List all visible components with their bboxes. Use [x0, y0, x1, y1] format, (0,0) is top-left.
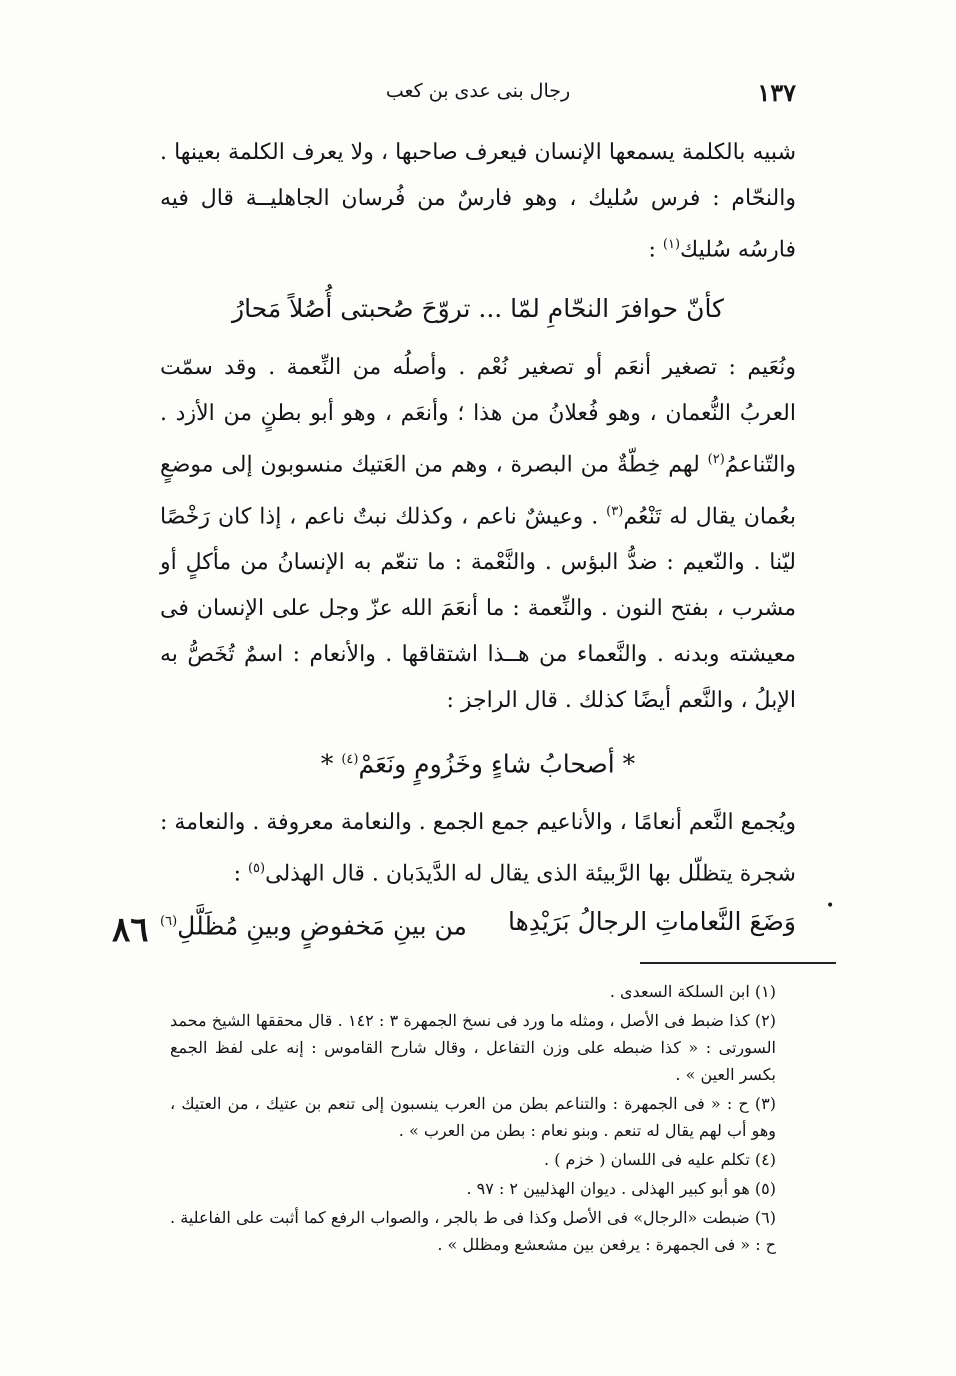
paragraph-3: [160, 800, 796, 897]
footnote-rule: [640, 962, 836, 964]
footnote-ref-4: (٤): [341, 751, 359, 767]
paragraph-1: [160, 130, 796, 273]
verse-2-end: *: [320, 749, 342, 779]
verse-3: [160, 898, 796, 950]
margin-number: ٨٦: [112, 910, 149, 950]
paragraph-2b-text: لهم خِطّةٌ من البصرة ، وهم من العَتيك منسوبون إلى موضعٍ بعُمان يقال له تَنْعُم: [160, 452, 797, 529]
verse-1: كأنّ حوافرَ النحّامِ لمّا ... تروّحَ صُحبتى أُصُلاً مَحارُ: [232, 294, 724, 324]
footnote-6: (٦) ضبطت «الرجال» فى الأصل وكذا فى ط بالجر ، والصواب الرفع كما أثبت على الفاعلية . ح : « فى الجمهرة : يرفعن بين مشعشع ومظلل » .: [170, 1208, 776, 1254]
footnote-ref-3: (٣): [606, 503, 624, 519]
footnote-ref-2: (٢): [707, 452, 725, 468]
footnote-4: (٤) تكلم عليه فى اللسان ( خزم ) .: [544, 1150, 776, 1169]
margin-dot: •: [826, 898, 835, 914]
verse-2: [160, 736, 796, 788]
footnote-2: (٢) كذا ضبط فى الأصل ، ومثله ما ورد فى نسخ الجمهرة ٣ : ١٤٢ . قال محققها الشيخ محمد السورتى : « كذا ضبطه على وزن التفاعل ، وقال شارح القاموس : إنه على لفظ الجمع بكسر العين » .: [170, 1011, 776, 1084]
footnote-1: (١) ابن السلكة السعدى .: [609, 982, 776, 1001]
page-number: ١٣٧: [757, 78, 796, 107]
page-header: [160, 78, 796, 112]
paragraph-3-text: ويُجمع النَّعم أنعامًا ، والأناعيم جمع الجمع . والنعامة معروفة . والنعامة : شجرة يتظلّل بها الرَّبيئة الذى يقال له الدَّيدَبان . قال الهذلى: [160, 810, 796, 887]
footnote-ref-5: (٥): [247, 861, 266, 877]
verse-3-second-hemistich: [160, 898, 467, 950]
footnote-ref-6: (٦): [160, 913, 178, 929]
running-head: رجال بنى عدى بن كعب: [385, 80, 571, 102]
verse-3-second-text: من بينِ مَخفوضٍ وبينِ مُظَلَّلِ: [177, 910, 467, 940]
footnotes: [170, 978, 806, 1260]
paragraph-2-text: ونُعَيم : تصغير أنعَم أو تصغير نُعْم . وأصلُه من النِّعمة . وقد سمّت العربُ النُّعمان ، وهو فُعلانُ من هذا ؛ وأنعَم ، وهو أبو بطنٍ من الأزد . والتّناعمُ: [160, 355, 796, 478]
paragraph-1-text: شبيه بالكلمة يسمعها الإنسان فيعرف صاحبها ، ولا يعرف الكلمة بعينها . والنحّام : فرس سُليك ، وهو فارسٌ من فُرسان الجاهليــة قال فيه فارسُه سُليك: [160, 140, 796, 263]
footnote-ref-1: (١): [662, 237, 681, 252]
footnote-3: (٣) ح : « فى الجمهرة : والتناعم بطن من العرب ينسبون إلى تنعم بن عتيك ، من العتيك ، وهو أب لهم يقال له تنعم . وبنو نعام : بطن من العرب » .: [170, 1094, 776, 1140]
verse-3-first-hemistich: وَضَعَ النَّعاماتِ الرجالُ بَرَيْدِها: [507, 906, 796, 936]
verse-2-text: * أصحابُ شاءٍ وخَزُومٍ ونَعَمْ: [358, 749, 636, 779]
paragraph-2: [160, 345, 796, 724]
paragraph-2c-text: . وعيشٌ ناعم ، وكذلك نبتٌ ناعم ، إذا كان رَخْصًا ليّنا . والنّعيم : ضدُّ البؤس . والنَّعْمة : ما تنعّم به الإنسانُ من مأكلٍ أو مشرب ، بفتح النون . والنِّعمة : ما أنعَمَ الله عزّ وجل على الإنسان فى معيشته وبدنه . والنَّعماء من هــذا اشتقاقها . والأنعام : اسمٌ تُخَصُّ به الإبلُ ، والنَّعم أيضًا كذلك . قال الراجز :: [160, 503, 796, 713]
paragraph-1-end: :: [648, 237, 663, 263]
paragraph-3-end: :: [233, 861, 248, 887]
footnote-5: (٥) هو أبو كبير الهذلى . ديوان الهذليين ٢ : ٩٧ .: [466, 1179, 776, 1198]
main-text: [160, 130, 796, 950]
